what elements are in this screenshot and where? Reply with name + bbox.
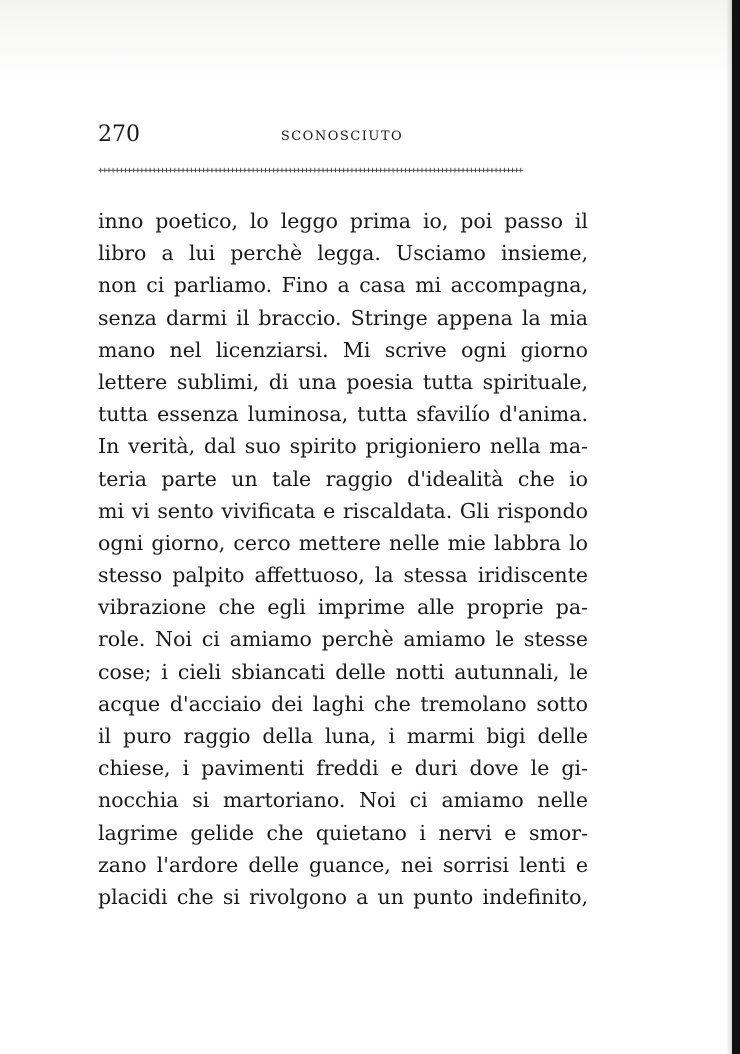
page-number: 270 (98, 122, 140, 147)
ornamental-rule: +++++++++++++++++++++++++++++++++++++++++++++++++++++++++++++++++++++++++++++++++++++++++++++++++++++++ (98, 167, 523, 176)
text-line: cose; i cieli sbiancati delle notti autunnali, le (98, 659, 588, 684)
text-line: role. Noi ci amiamo perchè amiamo le stesse (98, 627, 588, 652)
text-line: acque d'acciaio dei laghi che tremolano sotto (98, 691, 588, 716)
text-line: senza darmi il braccio. Stringe appena la mia (98, 305, 588, 330)
text-line: zano l'ardore delle guance, nei sorrisi lenti e (98, 852, 588, 877)
text-line: lettere sublimi, di una poesia tutta spirituale, (98, 369, 588, 394)
text-line: In verità, dal suo spirito prigioniero nella ma- (98, 434, 588, 459)
running-title: SCONOSCIUTO (280, 129, 404, 144)
text-line: stesso palpito affettuoso, la stessa iridiscente (98, 563, 588, 588)
body-text (98, 205, 588, 913)
text-line: tutta essenza luminosa, tutta sfavilío d'anima. (98, 402, 588, 427)
text-line: il puro raggio della luna, i marmi bigi delle (98, 724, 588, 748)
text-line: mano nel licenziarsi. Mi scrive ogni giorno (98, 337, 588, 362)
text-line: vibrazione che egli imprime alle proprie pa- (98, 595, 588, 620)
text-line: nocchia si martoriano. Noi ci amiamo nelle (98, 788, 588, 813)
text-line: inno poetico, lo leggo prima io, poi passo il (98, 209, 588, 233)
text-line: placidi che si rivolgono a un punto indefinito, (98, 884, 588, 909)
page-header (98, 122, 586, 152)
text-line: libro a lui perchè legga. Usciamo insieme, (98, 241, 588, 266)
text-line: ogni giorno, cerco mettere nelle mie labbra lo (98, 530, 588, 555)
book-spine-edge (732, 0, 740, 1054)
text-line: lagrime gelide che quietano i nervi e smor- (98, 820, 588, 845)
text-line: mi vi sento vivificata e riscaldata. Gli rispondo (98, 498, 588, 523)
text-line: non ci parliamo. Fino a casa mi accompagna, (98, 273, 588, 298)
text-line: chiese, i pavimenti freddi e duri dove le gi- (98, 756, 588, 781)
text-line: teria parte un tale raggio d'idealità che io (98, 466, 588, 491)
